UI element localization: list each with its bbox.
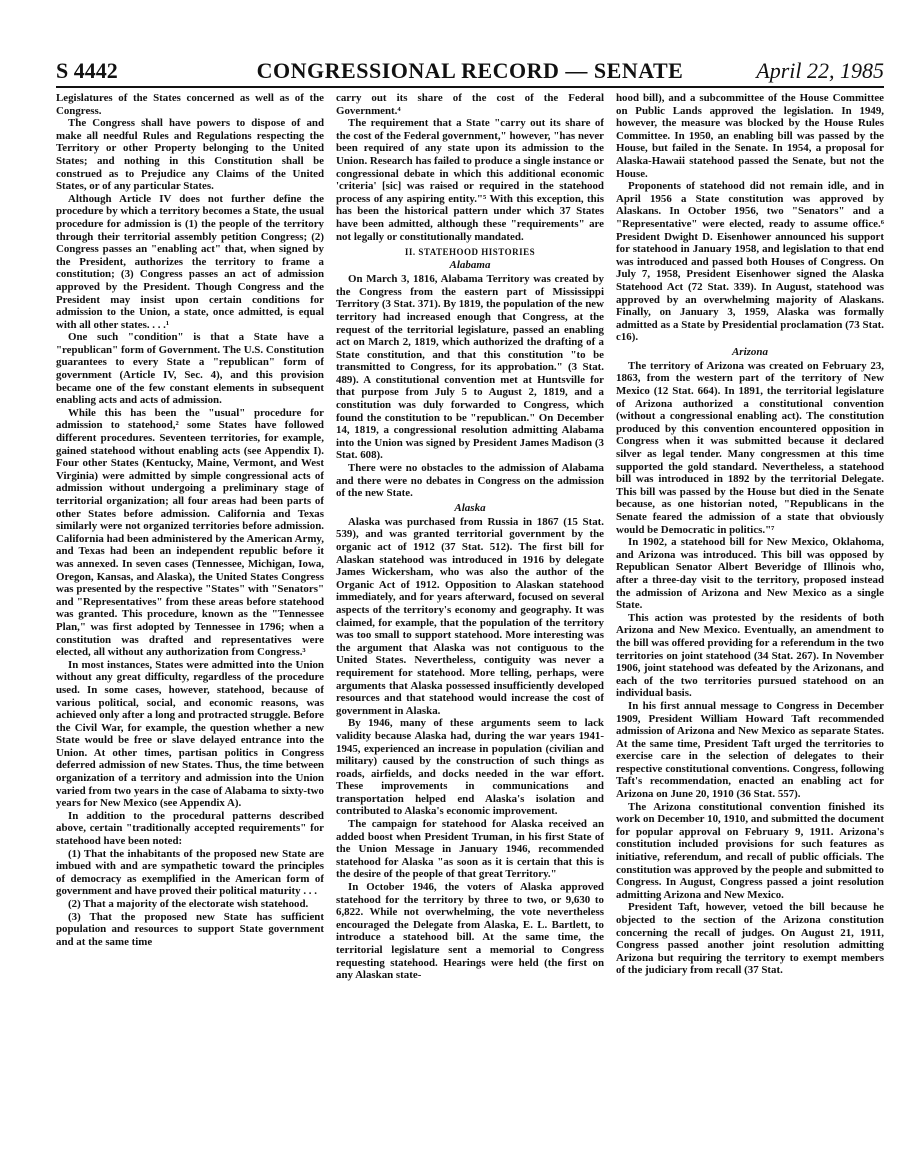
paragraph: In most instances, States were admitted into the Union without any great difficulty, regardless of the procedure used. In some cases, however, statehood, because of various political, social, and economic reasons, was achieved only after a long and protracted struggle. Before the Civil War, for example, the question whether a new State would be free or slave delayed entrance into the Union. At other times, partisan politics in Congress deferred admission of new States. Thus, the time between organization of a territory and admission into the Union varied from two years in the case of Alabama to sixty-two years for New Mexico (see Appendix A). <box>56 658 324 810</box>
paragraph: The Congress shall have powers to dispose of and make all needful Rules and Regulations respecting the Territory or other Property belonging to the United States; and nothing in this Constitution shall be construed as to Prejudice any Claims of the United States, or of any particular States. <box>56 117 324 193</box>
paragraph: (1) That the inhabitants of the proposed new State are imbued with and are sympathetic toward the principles of democracy as exemplified in the American form of government and have proved their political maturity . . . <box>56 847 324 898</box>
paragraph: Proponents of statehood did not remain idle, and in April 1956 a State constitution was approved by Alaskans. In October 1956, two "Senators" and a "Representative" were elected, ready to assume office.⁶ President Dwight D. Eisenhower announced his support for statehood in January 1958, and legislation to that end was introduced and passed both Houses of Congress. On July 7, 1958, President Eisenhower signed the Alaska Statehood Act (72 Stat. 339). In August, statehood was approved by an overwhelming majority of Alaskans. Finally, on January 3, 1959, Alaska was formally admitted as a State by Presidential proclamation (73 Stat. c16). <box>616 180 884 344</box>
paragraph: (3) That the proposed new State has sufficient population and resources to support State government and at the same time <box>56 910 324 948</box>
text-columns <box>56 92 884 1162</box>
paragraph: By 1946, many of these arguments seem to lack validity because Alaska had, during the war years 1941-1945, experienced an increase in population (civilian and military) caused by the construction of such things as roads, airfields, and docks needed in the war effort. These improvements in communications and transportation helped end Alaska's isolation and contributed to Alaska's economic improvement. <box>336 717 604 818</box>
publication-date: April 22, 1985 <box>756 58 884 83</box>
paragraph: On March 3, 1816, Alabama Territory was created by the Congress from the eastern part of Mississippi Territory (3 Stat. 371). By 1819, the population of the new territory had increased enough that Congress, at the request of the territorial legislature, passed an enabling act on March 2, 1819, which authorized the drafting of a State constitution, and that this constitution "to be transmitted to Congress, for its approbation." (3 Stat. 489). A constitutional convention met at Huntsville for that purpose from July 5 to August 2, 1819, and a constitution was duly forwarded to Congress, which found the constitution to be "republican." On December 14, 1819, a congressional resolution admitting Alabama into the Union was signed by President James Madison (3 Stat. 608). <box>336 273 604 462</box>
page-number: S 4442 <box>56 58 118 83</box>
column-2 <box>336 92 604 1162</box>
paragraph: Legislatures of the States concerned as well as of the Congress. <box>56 92 324 117</box>
paragraph: (2) That a majority of the electorate wish statehood. <box>68 898 309 910</box>
paragraph: In October 1946, the voters of Alaska approved statehood for the territory by three to two, or 9,630 to 6,822. While not overwhelming, the vote nevertheless encouraged the Delegate from Alaska, E. L. Bartlett, to introduce a statehood bill. At the same time, the territorial legislature sent a memorial to Congress requesting statehood. Hearings were held (the first on any Alaskan state- <box>336 881 604 982</box>
paragraph: This action was protested by the residents of both Arizona and New Mexico. Eventually, an amendment to the bill was offered providing for a referendum in the two territories on joint statehood (34 Stat. 267). In November 1906, joint statehood was defeated by the Arizonans, and each of the two territories pursued statehood on an individual basis. <box>616 611 884 700</box>
paragraph: President Taft, however, vetoed the bill because he objected to the section of the Arizona constitution concerning the recall of judges. On August 21, 1911, Congress passed another joint resolution admitting Arizona but requiring the territory to exempt members of the judiciary from recall (37 Stat. <box>616 901 884 977</box>
paragraph: In his first annual message to Congress in December 1909, President William Howard Taft recommended admission of Arizona and New Mexico as separate States. At the same time, President Taft urged the territories to exercise care in the selection of delegates to their respective constitutional conventions. Congress, following Taft's recommendation, enacted an enabling act for Arizona on June 20, 1910 (36 Stat. 557). <box>616 699 884 801</box>
subheading-alaska: Alaska <box>454 501 486 514</box>
subheading-arizona: Arizona <box>731 345 769 358</box>
paragraph: The territory of Arizona was created on February 23, 1863, from the western part of the territory of New Mexico (12 Stat. 664). In 1891, the territorial legislature of Arizona authorized a constitutional convention (without a congressional enabling act). The constitution produced by this convention encountered opposition in Congress when it was submitted because it declared silver as legal tender. Many congressmen at this time supported the gold standard. Nevertheless, a statehood bill was introduced in 1892 by the territorial Delegate. This bill was passed by the House but died in the Senate because, as one historian noted, "Republicans in the Senate feared the admission of a state that obviously would be Democratic in politics."⁷ <box>616 359 884 536</box>
paragraph: The Arizona constitutional convention finished its work on December 10, 1910, and submitted the document for popular approval on February 9, 1911. Arizona's constitution included provisions for such features as initiative, referendum, and recall of public officials. The constitution was approved by the people and submitted to Congress. In August, Congress passed a joint resolution admitting Arizona and New Mexico. <box>616 800 884 901</box>
paragraph: While this has been the "usual" procedure for admission to statehood,² some States have followed different procedures. Seventeen territories, for example, gained statehood without enabling acts (see Appendix I). Four other States (Kentucky, Maine, Vermont, and West Virginia) were admitted by simple congressional acts of admission without undergoing a preliminary stage of territorial organization; all four areas had been parts of other States before admission. California and Texas similarly were not organized territories before admission. California had been administered by the American Army, and Texas had been an independent republic before it was annexed. In seven cases (Tennessee, Michigan, Iowa, Oregon, Kansas, and Alaska), the United States Congress was presented by the respective "States" with "Senators" and "Representatives" from these areas before statehood was granted. This procedure, known as the "Tennessee Plan," was first adopted by Tennessee in 1796; when a constitution was drafted and representatives were elected, all without any authorization from Congress.³ <box>56 406 324 659</box>
paragraph: One such "condition" is that a State have a "republican" form of Government. The U.S. Constitution guarantees to every State a "republican" form of government (Article IV, Sec. 4), and this provision became one of the few constant elements in subsequent enabling acts and acts of admission. <box>56 331 324 407</box>
paragraph: carry out its share of the cost of the Federal Government.⁴ <box>336 92 604 117</box>
column-3 <box>616 92 884 1162</box>
subheading-alabama: Alabama <box>449 259 491 272</box>
paragraph: In 1902, a statehood bill for New Mexico, Oklahoma, and Arizona was introduced. This bill was opposed by Republican Senator Albert Beveridge of Illinois who, after a three-day visit to the territory, proposed instead the admission of Arizona and New Mexico as a single State. <box>616 536 884 612</box>
paragraph: The campaign for statehood for Alaska received an added boost when President Truman, in his first State of the Union Message in January 1946, recommended statehood for Alaska "as soon as it is certain that this is the desire of the people of that great Territory." <box>336 818 604 881</box>
page-header <box>56 54 884 88</box>
paragraph: Although Article IV does not further define the procedure by which a territory becomes a State, the usual procedure for admission is (1) the people of the territory through their territorial assembly petition Congress; (2) Congress passes an "enabling act" that, when signed by the President, authorizes the territory to frame a constitution; (3) Congress passes an act of admission approved by the President. Though Congress and the President may insist upon certain conditions for admission to the Union, a state, once admitted, is equal with all other states. . . .¹ <box>56 192 324 331</box>
paragraph: There were no obstacles to the admission of Alabama and there were no debates in Congress on the admission of the new State. <box>336 462 604 500</box>
paragraph: Alaska was purchased from Russia in 1867 (15 Stat. 539), and was granted territorial government by the organic act of 1912 (37 Stat. 512). The first bill for Alaskan statehood was introduced in 1916 by delegate James Wickersham, who was also the author of the Organic Act of 1912. Opposition to Alaskan statehood immediately, and for years afterward, focused on several aspects of the territory's economy and geography. It was claimed, for example, that the population of the territory was too small to support statehood. More interesting was the argument that Alaska was not contiguous to the United States. Nevertheless, contiguity was never a requirement for statehood. More telling, perhaps, were arguments that Alaska possessed insufficiently developed resources and that statehood would increase the cost of government in Alaska. <box>336 515 604 717</box>
paragraph: In addition to the procedural patterns described above, certain "traditionally accepted requirements" for statehood have been noted: <box>56 809 324 848</box>
column-1 <box>56 92 324 1162</box>
paragraph: hood bill), and a subcommittee of the House Committee on Public Lands approved the legislation. In 1949, however, the measure was blocked by the House Rules Committee. In 1950, an enabling bill was passed by the House, but failed in the Senate. In 1954, a proposal for Alaska-Hawaii statehood passed the Senate, but not the House. <box>616 92 884 180</box>
publication-title: CONGRESSIONAL RECORD — SENATE <box>256 58 684 83</box>
paragraph: The requirement that a State "carry out its share of the cost of the Federal government," however, "has never been required of any state upon its admission to the Union. Research has failed to produce a single instance or congressional debate in which this additional economic 'criteria' [sic] was raised or required in the statehood process of any aspiring entity."⁵ With this exception, this has been the historical pattern under which 37 States have been admitted, although these "requirements" are not legally or constitutionally mandated. <box>336 117 604 243</box>
section-heading: II. STATEHOOD HISTORIES <box>404 247 536 258</box>
